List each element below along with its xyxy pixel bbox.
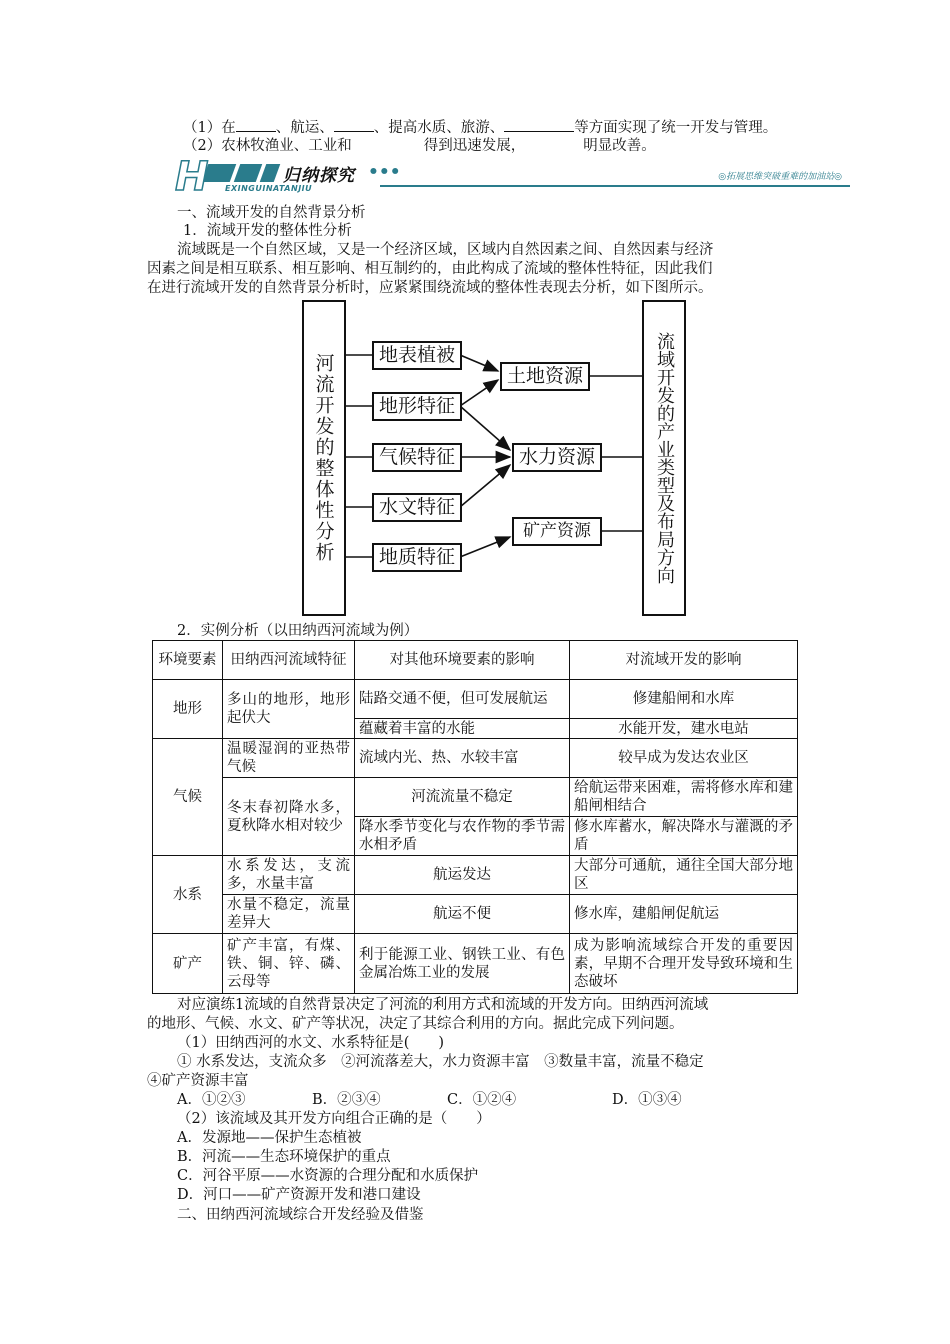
table-cell-feature: 水量不稳定，流量差异大 [223,895,355,934]
table-cell-feature: 水系发达，支流多，水量丰富 [223,856,355,895]
answer-option[interactable]: D．河口——矿产资源开发和港口建设 [177,1187,421,1203]
table-cell-impact: 修水库蓄水，解决降水与灌溉的矛盾 [570,817,798,856]
diagram-connectors [0,0,950,640]
table-cell-feature: 多山的地形，地形起伏大 [223,680,355,739]
table-cell-effect: 陆路交通不便，但可发展航运 [355,680,570,719]
table-cell-effect: 蕴藏着丰富的水能 [355,719,570,739]
table-cell-impact: 修水库，建船闸促航运 [570,895,798,934]
table-cell-feature: 温暖湿润的亚热带气候 [223,739,355,778]
table-row [153,680,798,719]
table-cell-factor: 水系 [153,856,223,934]
intro-text: 明显改善。 [583,138,656,154]
intro-text: 、提高水质、旅游、 [373,120,505,136]
table-row [153,934,798,994]
analysis-table [152,640,798,994]
diagram-factor-box: 水文特征 [372,493,462,522]
subheading: 1．流域开发的整体性分析 [183,223,352,239]
exercise-lead: 的地形、气候、水文、矿产等状况，决定了其综合利用的方向。据此完成下列问题。 [147,1016,684,1032]
table-cell-factor: 地形 [153,680,223,739]
table-header-cell: 对流域开发的影响 [570,641,798,680]
intro-text: （2）农林牧渔业、工业和 [183,138,352,154]
section-heading: 二、田纳西河流域综合开发经验及借鉴 [177,1207,424,1223]
table-cell-effect: 河流流量不稳定 [355,778,570,817]
table-cell-effect: 航运不便 [355,895,570,934]
diagram-factor-box: 气候特征 [372,443,462,472]
table-cell-effect: 利于能源工业、钢铁工业、有色金属冶炼工业的发展 [355,934,570,994]
table-cell-impact: 给航运带来困难，需将修水库和建船闸相结合 [570,778,798,817]
intro-text: 等方面实现了统一开发与管理。 [574,120,778,136]
table-header-cell: 对其他环境要素的影响 [355,641,570,680]
banner-dots: ••• [368,162,401,182]
table-cell-effect: 流域内光、热、水较丰富 [355,739,570,778]
table-cell-impact: 修建船闸和水库 [570,680,798,719]
answer-option[interactable]: C．河谷平原——水资源的合理分配和水质保护 [177,1168,479,1184]
table-cell-impact: 较早成为发达农业区 [570,739,798,778]
diagram-factor-box: 地质特征 [372,543,462,572]
subheading: 2．实例分析（以田纳西河流域为例） [177,623,419,639]
paragraph-line: 在进行流域开发的自然背景分析时，应紧紧围绕流域的整体性表现去分析，如下图所示。 [147,280,713,296]
diagram-factor-box: 地表植被 [372,341,462,370]
table-row [153,895,798,934]
intro-text: 、航运、 [275,120,334,136]
table-header-cell: 环境要素 [153,641,223,680]
question-items: ① 水系发达，支流众多 ②河流落差大，水力资源丰富 ③数量丰富，流量不稳定 [177,1054,704,1070]
table-cell-impact: 成为影响流域综合开发的重要因素，早期不合理开发导致环境和生态破坏 [570,934,798,994]
table-header-cell: 田纳西河流域特征 [223,641,355,680]
table-cell-feature: 矿产丰富，有煤、铁、铜、锌、磷、云母等 [223,934,355,994]
answer-option[interactable]: C．①②④ [447,1092,517,1108]
diagram-resource-box: 矿产资源 [512,517,602,546]
banner-letter: H [175,154,209,200]
intro-text: （1）在 [183,120,236,136]
diagram-resource-box: 土地资源 [500,362,590,391]
banner-pinyin: EXINGUINATANJIU [225,184,313,193]
paragraph-line: 因素之间是相互联系、相互影响、相互制约的，由此构成了流域的整体性特征，因此我们 [147,261,713,277]
answer-option[interactable]: A．①②③ [177,1092,246,1108]
table-cell-impact: 水能开发，建水电站 [570,719,798,739]
table-cell-factor: 气候 [153,739,223,856]
table-cell-effect: 降水季节变化与农作物的季节需水相矛盾 [355,817,570,856]
diagram-resource-box: 水力资源 [512,443,602,472]
table-row [153,778,798,817]
table-cell-effect: 航运发达 [355,856,570,895]
banner-slogan: ◎拓展思维突破重难的加油站◎ [718,172,842,182]
question: （1）田纳西河的水文、水系特征是( ) [177,1035,445,1051]
intro-text: 得到迅速发展， [423,138,526,154]
table-cell-feature: 冬末春初降水多，夏秋降水相对较少 [223,778,355,856]
paragraph-line: 流域既是一个自然区域，又是一个经济区域，区域内自然因素之间、自然因素与经济 [177,242,714,258]
answer-option[interactable]: D．①③④ [612,1092,682,1108]
question: （2）该流域及其开发方向组合正确的是（ ） [177,1111,491,1127]
diagram-left-box: 河流开发的整体性分析 [302,300,346,616]
answer-option[interactable]: B．②③④ [312,1092,381,1108]
answer-option[interactable]: A．发源地——保护生态植被 [177,1130,362,1146]
diagram-factor-box: 地形特征 [372,392,462,421]
section-heading: 一、流域开发的自然背景分析 [177,205,366,221]
question-items: ④矿产资源丰富 [147,1073,249,1089]
table-row [153,856,798,895]
table-row [153,739,798,778]
banner-title: 归纳探究 [283,166,355,186]
table-header-row [153,641,798,680]
table-cell-factor: 矿产 [153,934,223,994]
exercise-lead: 对应演练1流域的自然背景决定了河流的利用方式和流域的开发方向。田纳西河流域 [177,997,709,1013]
diagram-right-box: 流域开发的产业类型及布局方向 [642,300,686,616]
table-cell-impact: 大部分可通航，通往全国大部分地区 [570,856,798,895]
answer-option[interactable]: B．河流——生态环境保护的重点 [177,1149,391,1165]
